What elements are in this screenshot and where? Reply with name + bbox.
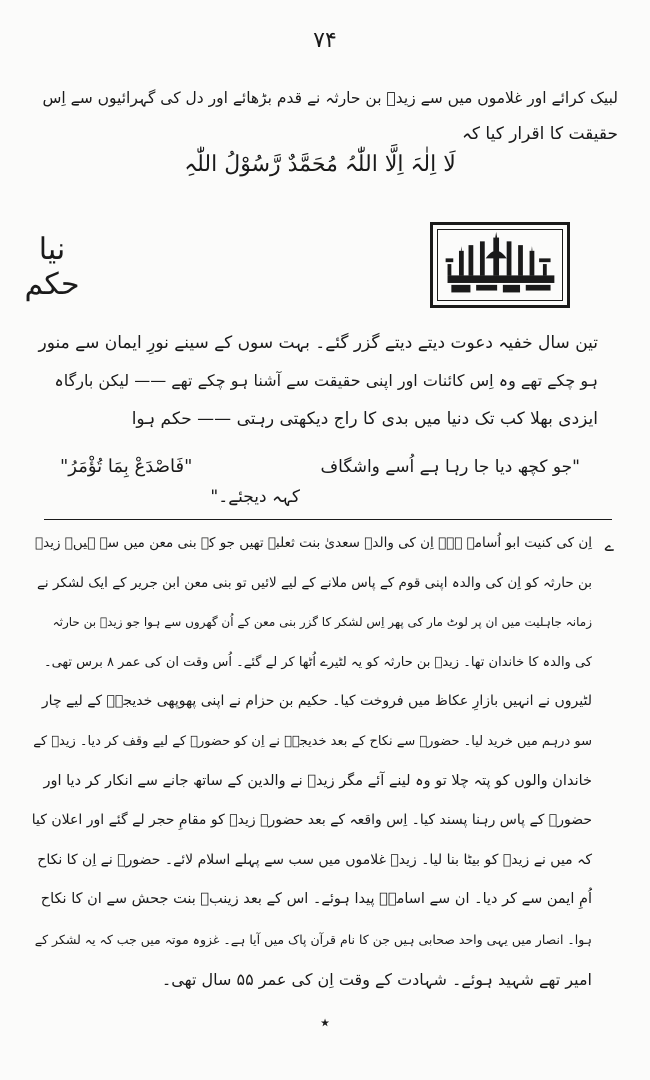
footnote-line: خاندان والوں کو پتہ چلا تو وہ لینے آئے مگر زیدؓ نے والدین کے ساتھ جانے سے انکار کر دیا اور [43,772,592,789]
footnote-block [32,524,592,999]
page-number: ۷۴ [313,28,337,53]
calligraphy-ornament [430,222,570,308]
verse-line [60,450,580,484]
footnote-line: اُمِ ایمن سے کر دیا۔ ان سے اسامہؓ پیدا ہوئے۔ اس کے بعد زینبؓ بنت جحش سے ان کا نکاح [40,891,592,908]
intro-line: لبیک کرائے اور غلاموں میں سے زیدؓ بن حارثہ نے قدم بڑھائے اور دل کی گہرائیوں سے اِس [42,89,618,107]
mosque-calligraphy-icon [438,230,562,300]
footnote-marker: ے [604,536,614,555]
footnote-line: کہ میں نے زیدؓ کو بیٹا بنا لیا۔ زیدؓ غلاموں میں سب سے پہلے اسلام لائے۔ حضورؐ نے اِن کا نکاح [37,851,592,868]
footnote-line: سو درہم میں خرید لیا۔ حضورؐ سے نکاح کے بعد خدیجہؓ نے اِن کو حضورؐ کے لیے وقف کر دیا۔ زیدؓ کے [33,733,592,749]
footnote-line: کی والدہ کا خاندان تھا۔ زیدؓ بن حارثہ کو یہ لٹیرے اُٹھا کر لے گئے۔ اُس وقت ان کی عمر ۸ برس تھی۔ [43,654,592,670]
section-heading: نیا حکم [24,232,80,302]
body-paragraph [38,324,598,438]
verse-translation-end: کہہ دیجئے۔" [210,487,300,507]
intro-paragraph [38,80,618,152]
footnote-line: امیر تھے شہید ہوئے۔ شہادت کے وقت اِن کی عمر ۵۵ سال تھی۔ [161,969,592,989]
footnote-line: ہوا۔ انصار میں یہی واحد صحابی ہیں جن کا نام قرآن پاک میں آیا ہے۔ غزوہ موتہ میں جب کہ یہ لشکر کے [34,931,592,947]
footnote-line: لٹیروں نے انہیں بازارِ عکاظ میں فروخت کیا۔ حکیم بن حزام نے اپنی پھوپھی خدیجہؓ کے لیے چار [41,693,592,710]
end-mark: ٭ [320,1012,330,1033]
footnote-line: اِن کی کنیت ابو اُسامہ ہے۔ اِن کی والدہ سعدیٰ بنت ثعلبہ تھیں جو کہ بنی معن میں سے ہیں۔ زیدؓ [35,535,592,551]
quran-verse: "فَاصْدَعْ بِمَا تُؤْمَرُ" [60,456,193,477]
footnote-divider [44,519,612,520]
footnote-line: بن حارثہ کو اِن کی والدہ اپنی قوم کے پاس ملانے کے لیے لائیں تو بنی معن ابن جریر کے ایک لشکر نے [37,574,592,591]
ornament-frame [437,229,563,301]
body-line: تین سال خفیہ دعوت دیتے دیتے گزر گئے۔ بہت سوں کے سینے نورِ ایمان سے منور [38,333,598,353]
body-line: ایزدی بھلا کب تک دنیا میں بدی کا راج دیکھتی رہتی —— حکم ہوا [131,409,598,429]
footnote-line: زمانہ جاہلیت میں ان پر لوٹ مار کی پھر اِس لشکر کا گزر بنی معن کے اُن گھروں سے ہوا جو زیدؓ بن حارثہ [52,615,592,630]
intro-line: حقیقت کا اقرار کیا کہ [461,124,618,144]
footnote-line: حضورؐ کے پاس رہنا پسند کیا۔ اِس واقعہ کے بعد حضورؐ زیدؓ کو مقامِ حجر لے گئے اور اعلان کیا [31,812,592,829]
body-line: ہو چکے تھے وہ اِس کائنات اور اپنی حقیقت سے آشنا ہو چکے تھے —— لیکن بارگاہ [54,371,598,390]
kalima-line: لَا اِلٰہَ اِلَّا اللّٰہُ مُحَمَّدٌ رَّسُوْلُ اللّٰہِ [184,152,456,177]
verse-translation: "جو کچھ دیا جا رہا ہے اُسے واشگاف [320,457,580,477]
